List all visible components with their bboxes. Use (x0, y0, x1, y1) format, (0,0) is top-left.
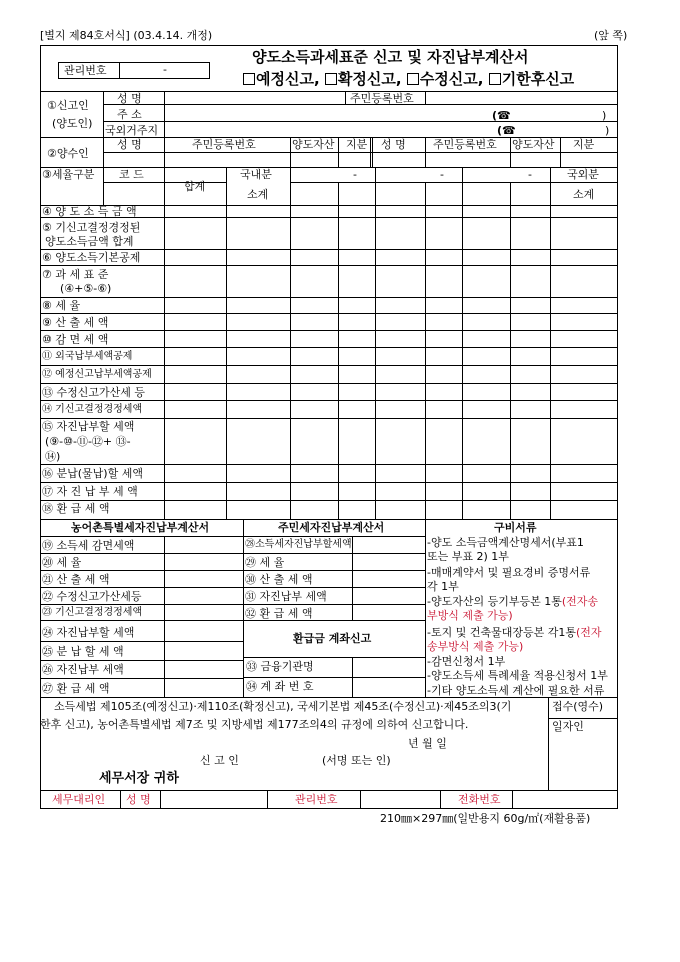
row-refund: ⑱ 환 급 세 액 (42, 502, 110, 515)
form-title: 양도소득과세표준 신고 및 자진납부계산서 (252, 48, 529, 66)
addressee: 세무서장 귀하 (99, 771, 179, 786)
agent-label: 세무대리인 (52, 793, 106, 806)
docs-title: 구비서류 (494, 521, 537, 534)
receipt-label: 접수(영수) (552, 700, 604, 713)
mgmt-label: 관리번호 (64, 64, 107, 77)
resident-tax-title: 주민세자진납부계산서 (278, 521, 385, 534)
paper-spec: 210㎜×297㎜(일반용지 60g/㎡(재활용품) (380, 812, 591, 825)
reporter-sign-label: 신 고 인 (200, 754, 239, 767)
page-side: (앞 쪽) (594, 29, 628, 42)
row-installment: ⑯ 분납(물납)할 세액 (42, 467, 143, 480)
agent-phone-label: 전화번호 (458, 793, 501, 806)
agent-mgmt-label: 관리번호 (295, 793, 338, 806)
row-tax-reduction: ⑩ 감 면 세 액 (42, 333, 109, 346)
checkbox-amended[interactable]: 수정신고, (407, 70, 484, 88)
rate-category-label: ③세율구분 (42, 168, 95, 181)
agri-tax-title: 농어촌특별세자진납부계산서 (71, 521, 210, 534)
transferee-label: ②양수인 (47, 147, 89, 160)
row-transfer-income: ④ 양 도 소 득 금 액 (42, 205, 137, 218)
reporter-residence-label: 국외거주지 (105, 124, 159, 137)
row-tax-base: ⑦ 과 세 표 준 (42, 268, 109, 281)
phone-icon: (☎ (497, 124, 516, 137)
form-number: [별지 제84호서식] (03.4.14. 개정) (40, 29, 213, 42)
row-self-paid: ⑰ 자 진 납 부 세 액 (42, 485, 138, 498)
row-prelim-credit: ⑫ 예정신고납부세액공제 (42, 369, 152, 380)
reporter-name-label: 성 명 (117, 92, 142, 105)
reporter-label: ①신고인 (47, 99, 89, 112)
row-prior-income: ⑤ 기신고결정경정된 (42, 221, 141, 234)
row-computed-tax: ⑨ 산 출 세 액 (42, 316, 109, 329)
row-foreign-credit: ⑪ 외국납부세액공제 (42, 351, 133, 362)
checkbox-late[interactable]: 기한후신고 (489, 70, 574, 88)
checkbox-preliminary[interactable]: 예정신고, (243, 70, 320, 88)
row-self-payable: ⑮ 자진납부할 세액 (42, 420, 135, 433)
agent-name-label: 성 명 (126, 793, 151, 806)
phone-icon: (☎ (492, 109, 511, 122)
reporter-address-label: 주 소 (117, 108, 142, 121)
legal-basis-line1: 소득세법 제105조(예정신고)·제110조(확정신고), 국세기본법 제45조(수정신고)·제45조의3(기 (54, 700, 512, 713)
row-basic-deduction: ⑥ 양도소득기본공제 (42, 251, 141, 264)
mgmt-value[interactable]: - (163, 63, 167, 76)
checkbox-final[interactable]: 확정신고, (325, 70, 402, 88)
row-prior-assessed: ⑭ 기신고결정경정세액 (42, 404, 143, 415)
report-type-options (243, 72, 574, 87)
row-tax-rate: ⑧ 세 율 (42, 299, 81, 312)
refund-account-title: 환급금 계좌신고 (293, 632, 372, 645)
legal-basis-line2: 한후 신고), 농어촌특별세법 제7조 및 지방세법 제177조의4의 규정에 의하여 신고합니다. (40, 718, 469, 731)
row-amend-penalty: ⑬ 수정신고가산세 등 (42, 386, 146, 399)
reporter-rrn-label: 주민등록번호 (350, 92, 414, 105)
sign-placeholder[interactable]: (서명 또는 인) (322, 754, 391, 767)
report-date: 년 월 일 (408, 737, 447, 750)
reporter-label-sub: (양도인) (52, 117, 93, 130)
